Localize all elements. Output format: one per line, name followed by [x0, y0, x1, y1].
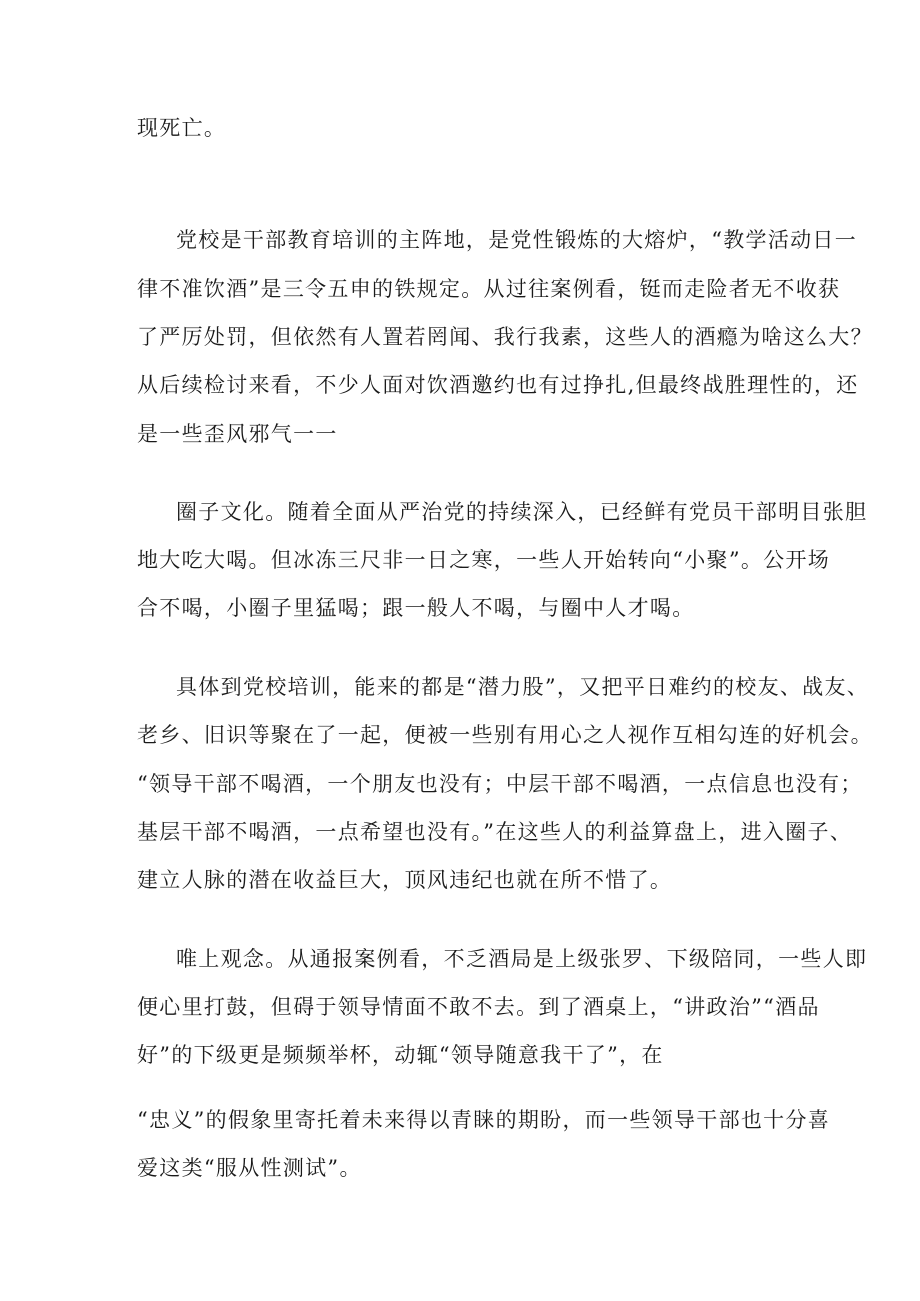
paragraph-first-line: 圈子文化。随着全面从严治党的持续深入，已经鲜有党员干部明目张胆: [176, 500, 868, 524]
text-line: 好”的下级更是频频举杯，动辄“领导随意我干了”，在: [137, 1043, 664, 1067]
text-line: 便心里打鼓，但碍于领导情面不敢不去。到了酒桌上，“讲政治”“酒品: [137, 995, 820, 1019]
text-line: 爱这类“服从性测试”。: [137, 1156, 362, 1180]
text-line: 地大吃大喝。但冰冻三尺非一日之寒，一些人开始转向“小聚”。公开场: [137, 548, 831, 572]
text-line: 合不喝，小圈子里猛喝；跟一般人不喝，与圈中人才喝。: [137, 596, 695, 620]
text-line: 建立人脉的潜在收益巨大，顶风违纪也就在所不惜了。: [137, 868, 673, 892]
text-line: 老乡、旧识等聚在了一起，便被一些别有用心之人视作互相勾连的好机会。: [137, 723, 873, 747]
text-line: 律不准饮酒”是三令五申的铁规定。从过往案例看，铤而走险者无不收获: [137, 277, 841, 301]
paragraph-first-line: 党校是干部教育培训的主阵地，是党性锻炼的大熔炉，“教学活动日一: [176, 228, 858, 252]
paragraph-first-line: 唯上观念。从通报案例看，不乏酒局是上级张罗、下级陪同，一些人即: [176, 947, 868, 971]
text-line: 基层干部不喝酒，一点希望也没有。”在这些人的利益算盘上，进入圈子、: [137, 820, 853, 844]
text-line: “领导干部不喝酒，一个朋友也没有；中层干部不喝酒，一点信息也没有；: [137, 772, 863, 796]
text-line: 现死亡。: [137, 116, 227, 140]
text-line: 是一些歪风邪气一一: [137, 422, 338, 446]
paragraph-first-line: 具体到党校培训，能来的都是“潜力股”，又把平日难约的校友、战友、: [176, 675, 870, 699]
text-line: 从后续检讨来看，不少人面对饮酒邀约也有过挣扎,但最终战胜理性的，还: [137, 373, 859, 397]
text-line: “忠义”的假象里寄托着未来得以青睐的期盼，而一些领导干部也十分喜: [137, 1108, 831, 1132]
text-line: 了严厉处罚，但依然有人置若罔闻、我行我素，这些人的酒瘾为啥这么大？: [137, 325, 873, 349]
